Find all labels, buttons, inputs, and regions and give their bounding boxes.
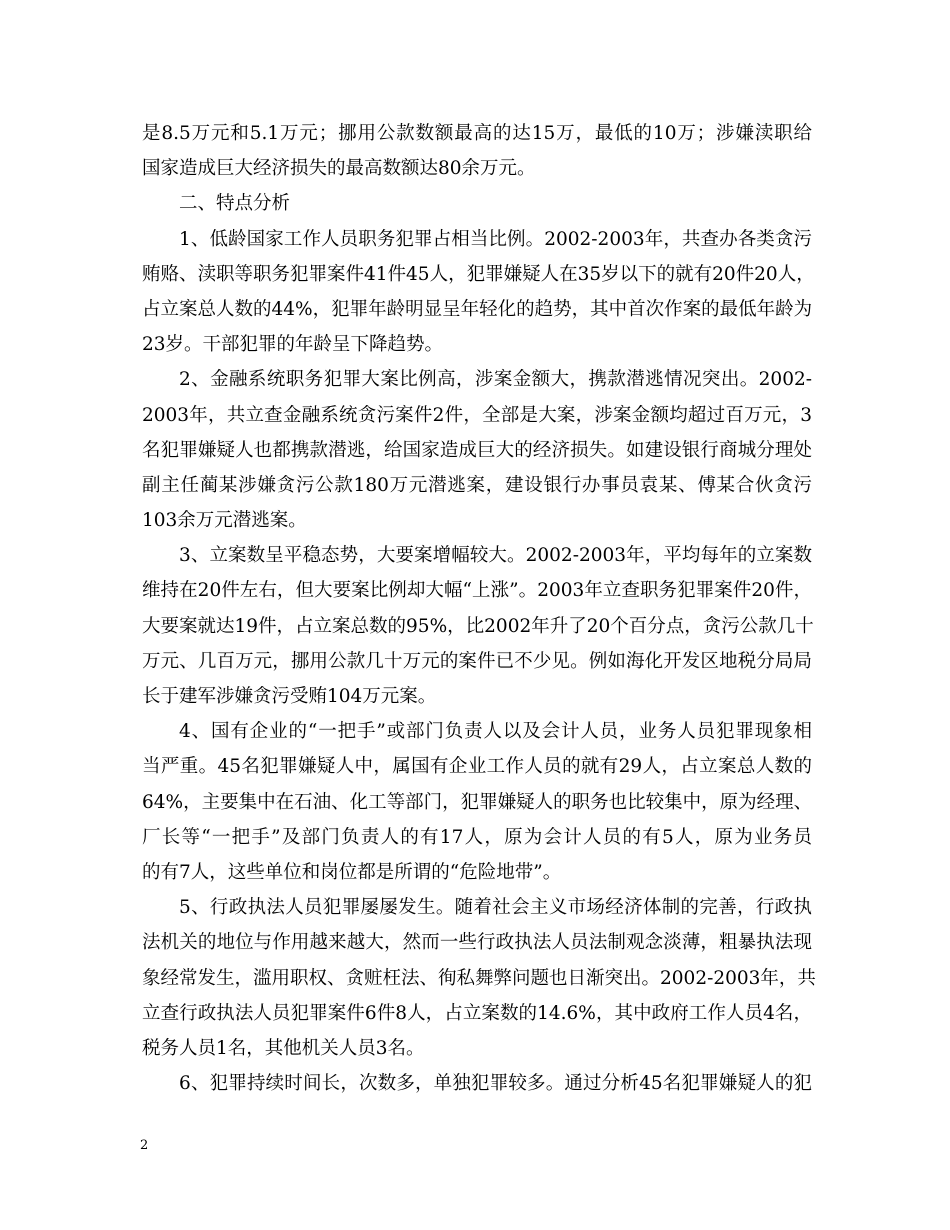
- section-title: 二、特点分析: [179, 193, 291, 215]
- text-line: 3、立案数呈平稳态势，大要案增幅较大。2002-2003年，平均每年的立案数: [179, 545, 812, 567]
- text-line: 23岁。干部犯罪的年龄呈下降趋势。: [142, 334, 444, 356]
- paragraph-5: [142, 890, 816, 1066]
- text-line: 维持在20件左右，但大要案比例却大幅“上涨”。2003年立查职务犯罪案件20件，: [142, 580, 812, 602]
- section-heading: [142, 186, 812, 221]
- text-line: 6、犯罪持续时间长，次数多，单独犯罪较多。通过分析45名犯罪嫌疑人的犯: [179, 1073, 812, 1095]
- text-line: 64%，主要集中在石油、化工等部门，犯罪嫌疑人的职务也比较集中，原为经理、: [142, 791, 813, 813]
- text-line: 副主任蔺某涉嫌贪污公款180万元潜逃案，建设银行办事员袁某、傅某合伙贪污: [142, 474, 812, 496]
- paragraph-6: [142, 1066, 812, 1101]
- paragraph-2: [142, 362, 812, 538]
- text-line: 占立案总人数的44%，犯罪年龄明显呈年轻化的趋势，其中首次作案的最低年龄为: [142, 298, 813, 320]
- text-line: 当严重。45名犯罪嫌疑人中，属国有企业工作人员的就有29人，占立案总人数的: [142, 756, 812, 778]
- text-line: 万元、几百万元，挪用公款几十万元的案件已不少见。例如海化开发区地税分局局: [142, 650, 812, 672]
- text-line: 法机关的地位与作用越来越大，然而一些行政执法人员法制观念淡薄，粗暴执法现: [142, 932, 812, 954]
- text-line: 2003年，共立查金融系统贪污案件2件，全部是大案，涉案金额均超过百万元，3: [142, 404, 812, 426]
- text-line: 厂长等“一把手”及部门负责人的有17人，原为会计人员的有5人，原为业务员: [142, 826, 812, 848]
- text-line: 名犯罪嫌疑人也都携款潜逃，给国家造成巨大的经济损失。如建设银行商城分理处: [142, 439, 812, 461]
- text-line: 贿赂、渎职等职务犯罪案件41件45人，犯罪嫌疑人在35岁以下的就有20件20人，: [142, 263, 815, 285]
- text-line: 2、金融系统职务犯罪大案比例高，涉案金额大，携款潜逃情况突出。2002-: [179, 369, 812, 391]
- text-line: 大要案就达19件，占立案总数的95%，比2002年升了20个百分点，贪污公款几十: [142, 615, 814, 637]
- text-line: 是8.5万元和5.1万元；挪用公款数额最高的达15万，最低的10万；涉嫌渎职给: [142, 123, 812, 144]
- page-number: 2: [140, 1138, 149, 1153]
- paragraph-4: [142, 714, 812, 890]
- document-body: [142, 116, 816, 1101]
- text-line: 长于建军涉嫌贪污受贿104万元案。: [142, 686, 437, 707]
- text-line: 的有7人，这些单位和岗位都是所谓的“危险地带”。: [142, 861, 562, 883]
- text-line: 103余万元潜逃案。: [142, 510, 307, 532]
- paragraph-3: [142, 538, 812, 714]
- text-line: 5、行政执法人员犯罪屡屡发生。随着社会主义市场经济体制的完善，行政执: [179, 897, 812, 919]
- text-line: 1、低龄国家工作人员职务犯罪占相当比例。2002-2003年，共查办各类贪污: [179, 228, 812, 250]
- text-line: 象经常发生，滥用职权、贪赃枉法、徇私舞弊问题也日渐突出。2002-2003年，共: [142, 967, 816, 989]
- text-line: 立查行政执法人员犯罪案件6件8人，占立案数的14.6%，其中政府工作人员4名，: [142, 1002, 812, 1024]
- paragraph-continuation: [142, 116, 812, 186]
- text-line: 国家造成巨大经济损失的最高数额达80余万元。: [142, 158, 536, 180]
- text-line: 税务人员1名，其他机关人员3名。: [142, 1037, 425, 1059]
- paragraph-1: [142, 222, 815, 363]
- text-line: 4、国有企业的“一把手”或部门负责人以及会计人员，业务人员犯罪现象相: [179, 721, 812, 743]
